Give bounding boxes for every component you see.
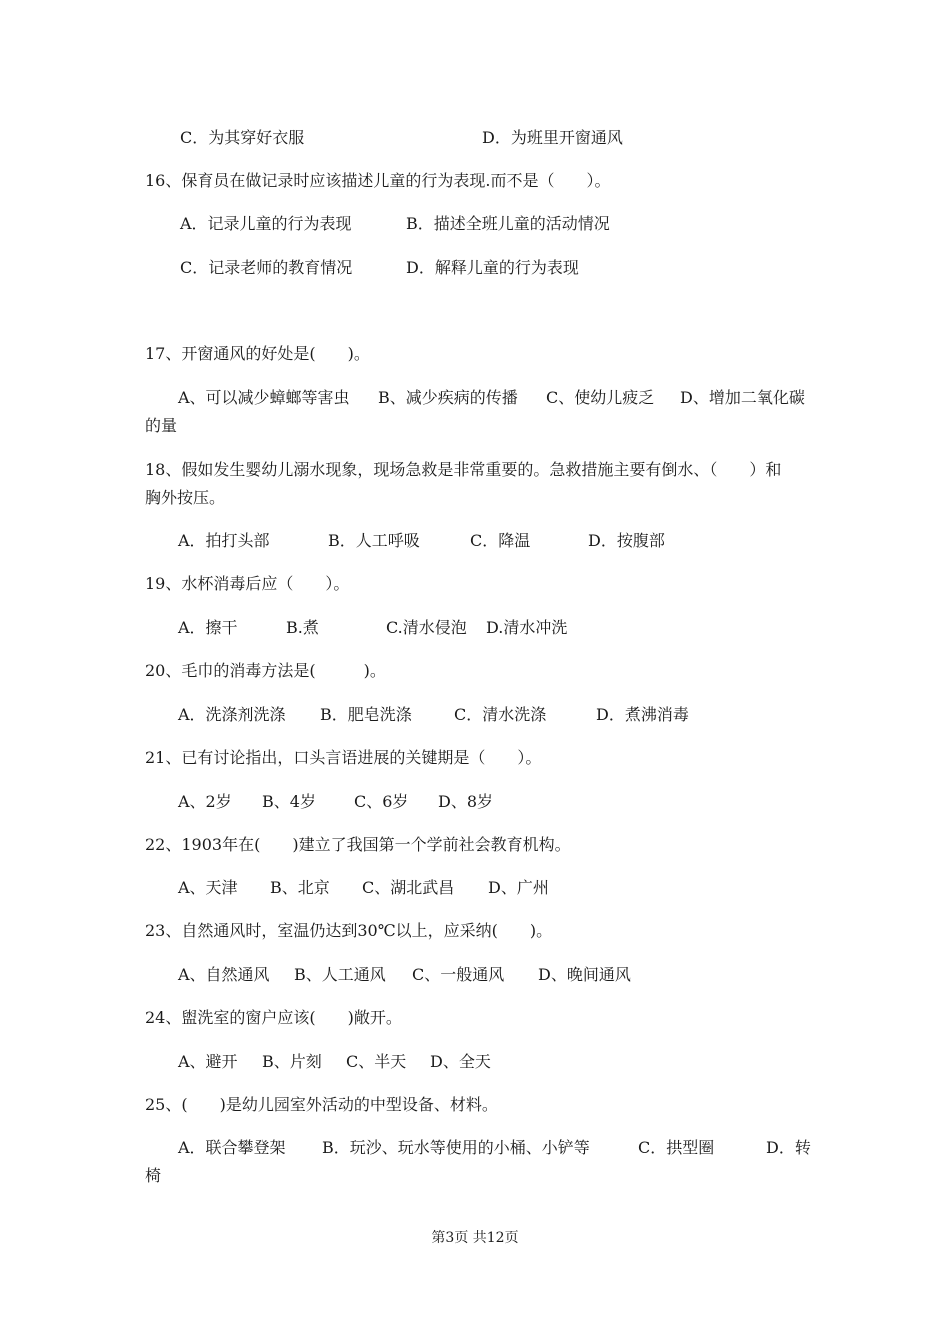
q20-option-b: B．肥皂洗涤 xyxy=(320,705,412,724)
q16-option-b: B．描述全班儿童的活动情况 xyxy=(406,214,610,233)
q17-option-c: C、使幼儿疲乏 xyxy=(546,388,655,407)
q18-stem-line2: 胸外按压。 xyxy=(145,488,226,507)
q16-option-c: C．记录老师的教育情况 xyxy=(180,258,353,277)
q16-option-d: D．解释儿童的行为表现 xyxy=(406,258,579,277)
q23-stem: 23、自然通风时，室温仍达到30℃以上，应采纳( )。 xyxy=(145,921,553,940)
q17-option-b: B、减少疾病的传播 xyxy=(378,388,518,407)
q15-option-d: D．为班里开窗通风 xyxy=(482,128,623,147)
q25-option-d: D．转 xyxy=(766,1138,811,1157)
q25-option-b: B．玩沙、玩水等使用的小桶、小铲等 xyxy=(322,1138,590,1157)
q18-option-b: B．人工呼吸 xyxy=(328,531,420,550)
q21-option-a: A、2岁 xyxy=(178,792,232,811)
q22-option-d: D、广州 xyxy=(488,878,549,897)
q22-option-c: C、湖北武昌 xyxy=(362,878,455,897)
q19-option-d: D.清水冲洗 xyxy=(486,618,568,637)
q25-option-c: C．拱型圈 xyxy=(638,1138,715,1157)
q24-option-d: D、全天 xyxy=(430,1052,491,1071)
q18-option-a: A．拍打头部 xyxy=(178,531,270,550)
q23-option-c: C、一般通风 xyxy=(412,965,505,984)
q21-option-c: C、6岁 xyxy=(354,792,409,811)
q24-option-a: A、避开 xyxy=(178,1052,238,1071)
q22-option-a: A、天津 xyxy=(178,878,238,897)
q23-option-d: D、晚间通风 xyxy=(538,965,631,984)
q17-option-d-continued: 的量 xyxy=(145,416,178,435)
q21-option-b: B、4岁 xyxy=(262,792,316,811)
q16-stem: 16、保育员在做记录时应该描述儿童的行为表现.而不是（ ）。 xyxy=(145,171,611,190)
q17-option-a: A、可以减少蟑螂等害虫 xyxy=(178,388,350,407)
q24-option-b: B、片刻 xyxy=(262,1052,322,1071)
q19-option-a: A．擦干 xyxy=(178,618,238,637)
q20-option-d: D．煮沸消毒 xyxy=(596,705,689,724)
q25-option-a: A．联合攀登架 xyxy=(178,1138,286,1157)
q21-option-d: D、8岁 xyxy=(438,792,494,811)
q18-stem-line1: 18、假如发生婴幼儿溺水现象，现场急救是非常重要的。急救措施主要有倒水、（ ）和 xyxy=(145,460,782,479)
q24-option-c: C、半天 xyxy=(346,1052,407,1071)
q25-option-d-continued: 椅 xyxy=(145,1166,162,1185)
q19-stem: 19、水杯消毒后应（ ）。 xyxy=(145,574,350,593)
q18-option-c: C．降温 xyxy=(470,531,531,550)
q18-option-d: D．按腹部 xyxy=(588,531,665,550)
q23-option-a: A、自然通风 xyxy=(178,965,270,984)
q20-option-a: A．洗涤剂洗涤 xyxy=(178,705,286,724)
q20-option-c: C．清水洗涤 xyxy=(454,705,547,724)
q20-stem: 20、毛巾的消毒方法是( )。 xyxy=(145,661,386,680)
q25-stem: 25、( )是幼儿园室外活动的中型设备、材料。 xyxy=(145,1095,498,1114)
q22-option-b: B、北京 xyxy=(270,878,330,897)
page-number-footer: 第3页 共12页 xyxy=(431,1230,519,1246)
q17-stem: 17、开窗通风的好处是( )。 xyxy=(145,344,370,363)
q15-option-c: C．为其穿好衣服 xyxy=(180,128,305,147)
q17-option-d: D、增加二氧化碳 xyxy=(680,388,805,407)
q24-stem: 24、盥洗室的窗户应该( )敞开。 xyxy=(145,1008,402,1027)
q22-stem: 22、1903年在( )建立了我国第一个学前社会教育机构。 xyxy=(145,835,571,854)
q16-option-a: A．记录儿童的行为表现 xyxy=(180,214,352,233)
q21-stem: 21、已有讨论指出，口头言语进展的关键期是（ ）。 xyxy=(145,748,542,767)
q23-option-b: B、人工通风 xyxy=(294,965,386,984)
q19-option-b: B.煮 xyxy=(286,618,319,637)
q19-option-c: C.清水侵泡 xyxy=(386,618,467,637)
